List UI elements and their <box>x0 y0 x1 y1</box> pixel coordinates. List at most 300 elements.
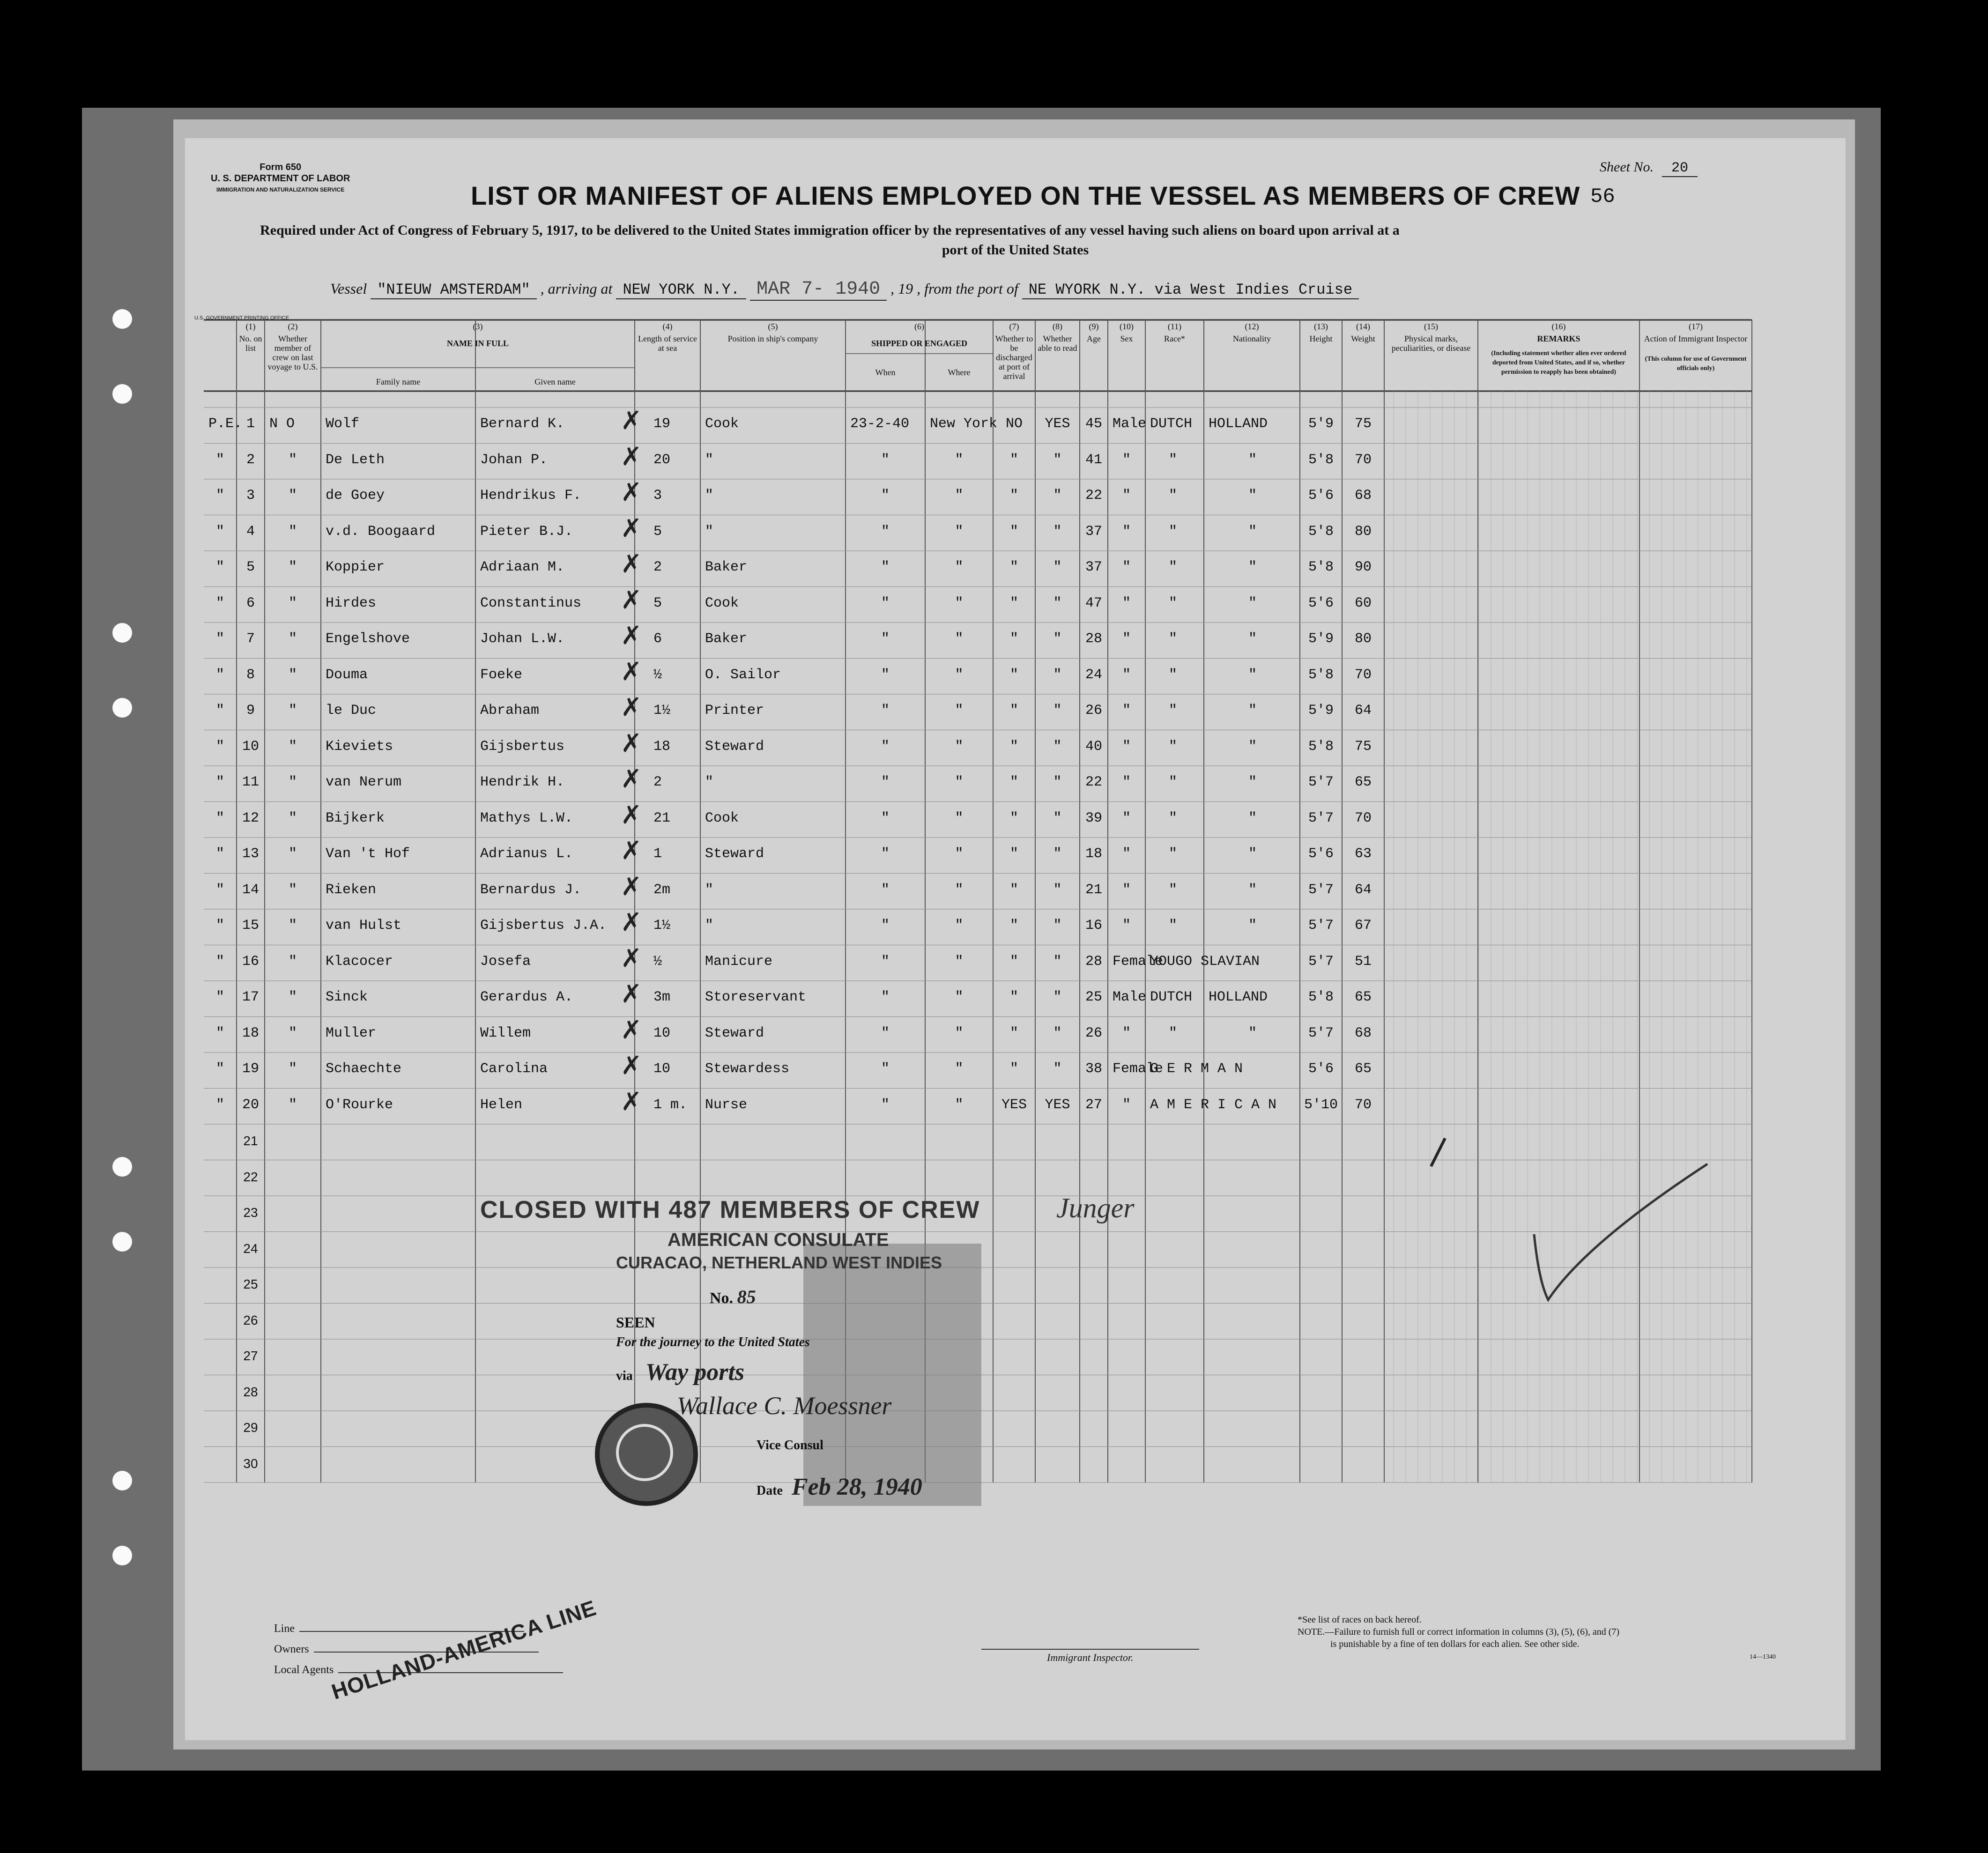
cell-family: De Leth <box>326 452 385 468</box>
cell-pre: " <box>216 631 225 647</box>
manifest-sheet <box>185 138 1846 1740</box>
cell-family: Wolf <box>326 416 360 432</box>
cell-prev: " <box>289 953 297 970</box>
cell-given: Adriaan M. <box>480 559 565 575</box>
act-statement-line2: port of the United States <box>942 242 1089 258</box>
cell-service: ½ <box>653 953 662 970</box>
cell-read: " <box>1053 488 1062 504</box>
check-mark-icon: ✗ <box>621 441 642 471</box>
form-code: 14—1340 <box>1750 1653 1776 1660</box>
cell-sex: Female <box>1113 953 1164 970</box>
column-number: (16) <box>1551 322 1566 331</box>
cell-no: 14 <box>242 882 260 898</box>
consulate-no-value: 85 <box>737 1286 756 1307</box>
cell-disch: " <box>1010 953 1019 970</box>
cell-position: Steward <box>705 1025 764 1041</box>
column-number: (15) <box>1424 322 1438 331</box>
owners-label: Owners <box>274 1643 309 1655</box>
cell-where: " <box>955 774 964 790</box>
cell-race: YOUGO SLAVIAN <box>1150 953 1260 970</box>
cell-read: " <box>1053 523 1062 540</box>
cell-disch: " <box>1010 810 1019 826</box>
cell-service: 5 <box>653 523 662 540</box>
cell-nat: " <box>1248 559 1257 575</box>
consulate-line2: CURACAO, NETHERLAND WEST INDIES <box>616 1253 942 1272</box>
cell-nat: " <box>1248 631 1257 647</box>
empty-row-number: 23 <box>243 1205 258 1220</box>
cell-read: " <box>1053 631 1062 647</box>
cell-no: 13 <box>242 846 260 862</box>
cell-age: 28 <box>1085 953 1103 970</box>
cell-disch: " <box>1010 488 1019 504</box>
cell-age: 25 <box>1085 989 1103 1005</box>
cell-nat: " <box>1248 882 1257 898</box>
cell-position: Nurse <box>705 1097 748 1113</box>
consulate-date-label: Date <box>757 1483 783 1498</box>
cell-service: 10 <box>653 1025 671 1041</box>
cell-given: Carolina <box>480 1061 548 1077</box>
cell-age: 37 <box>1085 559 1103 575</box>
cell-no: 15 <box>242 918 260 934</box>
vessel-name: "NIEUW AMSTERDAM" <box>371 281 536 299</box>
cell-when: " <box>881 1097 890 1113</box>
cell-weight: 70 <box>1355 452 1372 468</box>
check-mark-icon: ✗ <box>621 907 642 937</box>
cell-weight: 68 <box>1355 488 1372 504</box>
column-header: Weight <box>1351 334 1375 343</box>
cell-where: " <box>955 1097 964 1113</box>
cell-prev: " <box>289 452 297 468</box>
subheader-inspector-note: (This column for use of Government officials only) <box>1645 356 1747 372</box>
cell-given: Mathys L.W. <box>480 810 573 826</box>
cell-where: " <box>955 810 964 826</box>
cell-read: " <box>1053 1025 1062 1041</box>
cell-read: " <box>1053 918 1062 934</box>
cell-race: DUTCH <box>1150 989 1193 1005</box>
cell-no: 6 <box>246 595 255 611</box>
cell-service: 2 <box>653 559 662 575</box>
cell-no: 5 <box>246 559 255 575</box>
subheader-where: Where <box>948 368 971 377</box>
cell-family: Engelshove <box>326 631 410 647</box>
company-stamp: HOLLAND-AMERICA LINE <box>328 1595 600 1704</box>
cell-height: 5'7 <box>1308 810 1334 826</box>
cell-read: " <box>1053 882 1062 898</box>
cell-prev: " <box>289 559 297 575</box>
sheet-number-value: 20 <box>1662 160 1698 177</box>
cell-prev: " <box>289 918 297 934</box>
cell-weight: 60 <box>1355 595 1372 611</box>
cell-disch: " <box>1010 846 1019 862</box>
cell-position: " <box>705 918 714 934</box>
cell-disch: YES <box>1001 1097 1027 1113</box>
cell-when: " <box>881 989 890 1005</box>
cell-family: Klacocer <box>326 953 393 970</box>
consulate-no-label: No. <box>710 1290 734 1307</box>
cell-position: Steward <box>705 738 764 755</box>
cell-prev: " <box>289 774 297 790</box>
cell-read: " <box>1053 452 1062 468</box>
printing-office: U.S. GOVERNMENT PRINTING OFFICE <box>194 315 289 321</box>
cell-sex: " <box>1122 846 1131 862</box>
cell-when: " <box>881 523 890 540</box>
cell-height: 5'9 <box>1308 703 1334 719</box>
cell-disch: " <box>1010 559 1019 575</box>
cell-pre: " <box>216 559 225 575</box>
cell-height: 5'7 <box>1308 1025 1334 1041</box>
closing-statement: CLOSED WITH 487 MEMBERS OF CREW <box>480 1196 980 1223</box>
cell-height: 5'8 <box>1308 989 1334 1005</box>
cell-given: Hendrikus F. <box>480 488 582 504</box>
line-label: Line <box>274 1623 295 1635</box>
cell-position: Baker <box>705 559 748 575</box>
cell-age: 37 <box>1085 523 1103 540</box>
cell-given: Foeke <box>480 667 523 683</box>
cell-age: 16 <box>1085 918 1103 934</box>
service-name: IMMIGRATION AND NATURALIZATION SERVICE <box>216 186 345 193</box>
check-mark-icon: ✗ <box>621 1051 642 1080</box>
cell-race: " <box>1169 882 1178 898</box>
punch-hole <box>112 1471 132 1490</box>
cell-weight: 65 <box>1355 1061 1372 1077</box>
empty-row-number: 22 <box>243 1169 258 1184</box>
page-title: LIST OR MANIFEST OF ALIENS EMPLOYED ON THE VESSEL AS MEMBERS OF CREW <box>471 181 1580 210</box>
cell-service: 19 <box>653 416 671 432</box>
sheet-number <box>1600 159 1698 176</box>
check-mark-icon: ✗ <box>621 871 642 901</box>
cell-position: Stewardess <box>705 1061 790 1077</box>
arriving-port: NEW YORK N.Y. <box>616 281 746 299</box>
cell-race: " <box>1169 488 1178 504</box>
cell-sex: " <box>1122 703 1131 719</box>
cell-height: 5'8 <box>1308 523 1334 540</box>
cell-service: ½ <box>653 667 662 683</box>
cell-age: 27 <box>1085 1097 1103 1113</box>
cell-service: 10 <box>653 1061 671 1077</box>
column-header: Height <box>1309 334 1333 343</box>
cell-position: Storeservant <box>705 989 807 1005</box>
cell-read: YES <box>1045 1097 1070 1113</box>
cell-prev: " <box>289 1097 297 1113</box>
cell-prev: " <box>289 882 297 898</box>
cell-position: Cook <box>705 416 739 432</box>
stamped-page-number: 56 <box>1590 185 1615 208</box>
cell-disch: " <box>1010 774 1019 790</box>
immigrant-inspector-line: Immigrant Inspector. <box>981 1649 1199 1664</box>
cell-nat: HOLLAND <box>1209 989 1268 1005</box>
cell-when: " <box>881 667 890 683</box>
cell-prev: " <box>289 989 297 1005</box>
cell-nat: " <box>1248 488 1257 504</box>
column-number: (11) <box>1167 322 1182 331</box>
cell-sex: " <box>1122 810 1131 826</box>
column-header: Physical marks, peculiarities, or disease <box>1391 334 1471 353</box>
cell-no: 17 <box>242 989 260 1005</box>
cell-pre: " <box>216 667 225 683</box>
cell-weight: 63 <box>1355 846 1372 862</box>
cell-weight: 90 <box>1355 559 1372 575</box>
cell-pre: " <box>216 953 225 970</box>
cell-prev: " <box>289 595 297 611</box>
cell-prev: " <box>289 488 297 504</box>
cell-sex: " <box>1122 882 1131 898</box>
cell-weight: 70 <box>1355 667 1372 683</box>
check-mark-icon: ✗ <box>621 836 642 865</box>
cell-sex: Male <box>1113 989 1147 1005</box>
cell-pre: " <box>216 1097 225 1113</box>
arriving-label: , arriving at <box>540 280 613 297</box>
check-mark-icon: ✗ <box>621 513 642 543</box>
column-number: (6) <box>914 322 924 331</box>
check-mark-icon: ✗ <box>621 800 642 830</box>
cell-where: " <box>955 667 964 683</box>
cell-disch: " <box>1010 631 1019 647</box>
department-name: U. S. DEPARTMENT OF LABOR <box>211 173 350 184</box>
cell-service: 21 <box>653 810 671 826</box>
cell-given: Johan P. <box>480 452 548 468</box>
consulate-stamp <box>616 1230 991 1548</box>
cell-nat: " <box>1248 667 1257 683</box>
empty-row-number: 21 <box>243 1134 258 1148</box>
check-mark-icon: ✗ <box>621 1015 642 1045</box>
cell-age: 26 <box>1085 703 1103 719</box>
cell-position: " <box>705 488 714 504</box>
consulate-via <box>616 1358 744 1386</box>
cell-weight: 70 <box>1355 810 1372 826</box>
cell-age: 41 <box>1085 452 1103 468</box>
cell-position: " <box>705 523 714 540</box>
cell-prev: " <box>289 523 297 540</box>
cell-where: " <box>955 631 964 647</box>
cell-service: 1½ <box>653 703 671 719</box>
cell-prev: " <box>289 1061 297 1077</box>
cell-age: 22 <box>1085 488 1103 504</box>
consulate-journey: For the journey to the United States <box>616 1335 810 1349</box>
cell-weight: 51 <box>1355 953 1372 970</box>
cell-nat: " <box>1248 703 1257 719</box>
check-mark-icon: ✗ <box>621 549 642 578</box>
cell-where: " <box>955 1061 964 1077</box>
cell-where: " <box>955 846 964 862</box>
cell-height: 5'9 <box>1308 631 1334 647</box>
cell-prev: " <box>289 703 297 719</box>
cell-family: Bijkerk <box>326 810 385 826</box>
cell-where: " <box>955 703 964 719</box>
cell-height: 5'8 <box>1308 667 1334 683</box>
cell-height: 5'6 <box>1308 1061 1334 1077</box>
act-statement-line1: Required under Act of Congress of February 5, 1917, to be delivered to the United States immigration officer by the representatives of any vessel having such aliens on board upon arrival at a <box>260 222 1400 238</box>
cell-given: Helen <box>480 1097 523 1113</box>
cell-when: " <box>881 595 890 611</box>
check-mark-icon: ✗ <box>621 621 642 650</box>
cell-age: 22 <box>1085 774 1103 790</box>
cell-pre: " <box>216 810 225 826</box>
cell-given: Willem <box>480 1025 531 1041</box>
subheader-when: When <box>875 368 896 377</box>
cell-pre: " <box>216 1025 225 1041</box>
cell-family: O'Rourke <box>326 1097 393 1113</box>
cell-service: 20 <box>653 452 671 468</box>
cell-where: " <box>955 989 964 1005</box>
cell-height: 5'7 <box>1308 918 1334 934</box>
cell-age: 24 <box>1085 667 1103 683</box>
cell-age: 18 <box>1085 846 1103 862</box>
column-header: Nationality <box>1233 334 1271 343</box>
cell-given: Constantinus <box>480 595 582 611</box>
cell-disch: " <box>1010 667 1019 683</box>
cell-read: " <box>1053 559 1062 575</box>
consulate-seal <box>595 1403 698 1506</box>
cell-when: " <box>881 631 890 647</box>
cell-race: " <box>1169 559 1178 575</box>
cell-nat: " <box>1248 774 1257 790</box>
cell-when: " <box>881 846 890 862</box>
cell-age: 26 <box>1085 1025 1103 1041</box>
column-number: (13) <box>1314 322 1328 331</box>
cell-given: Pieter B.J. <box>480 523 573 540</box>
cell-prev: N O <box>269 416 295 432</box>
check-mark-icon: ✗ <box>621 477 642 507</box>
cell-family: Hirdes <box>326 595 377 611</box>
cell-nat: " <box>1248 1025 1257 1041</box>
cell-when: " <box>881 1061 890 1077</box>
consulate-no <box>710 1286 756 1308</box>
cell-pre: " <box>216 989 225 1005</box>
cell-no: 10 <box>242 738 260 755</box>
cell-position: Cook <box>705 810 739 826</box>
cell-when: 23-2-40 <box>850 416 910 432</box>
form-identifier <box>211 162 350 195</box>
column-header: Race* <box>1164 334 1185 343</box>
column-header: NAME IN FULL <box>446 339 509 348</box>
from-port-label: , from the port of <box>917 280 1018 297</box>
subheader-remarks-note: (Including statement whether alien ever ordered deported from United States, and if so, whether permission to reapply has been obtained) <box>1491 350 1626 376</box>
column-number: (10) <box>1120 322 1134 331</box>
penalty-note-1: NOTE.—Failure to furnish full or correct information in columns (3), (5), (6), and (7) <box>1298 1627 1620 1637</box>
cell-race: A M E R I C A N <box>1150 1097 1277 1113</box>
cell-height: 5'7 <box>1308 774 1334 790</box>
cell-disch: " <box>1010 918 1019 934</box>
cell-prev: " <box>289 810 297 826</box>
cell-read: " <box>1053 738 1062 755</box>
cell-height: 5'7 <box>1308 882 1334 898</box>
cell-position: O. Sailor <box>705 667 781 683</box>
cell-disch: " <box>1010 595 1019 611</box>
cell-race: " <box>1169 738 1178 755</box>
cell-service: 2 <box>653 774 662 790</box>
cell-service: 1 m. <box>653 1097 688 1113</box>
cell-age: 28 <box>1085 631 1103 647</box>
from-port: NE WYORK N.Y. via West Indies Cruise <box>1022 281 1359 299</box>
cell-when: " <box>881 918 890 934</box>
cell-prev: " <box>289 1025 297 1041</box>
cell-where: " <box>955 523 964 540</box>
cell-service: 1 <box>653 846 662 862</box>
empty-row-number: 29 <box>243 1420 258 1435</box>
cell-nat: " <box>1248 810 1257 826</box>
cell-when: " <box>881 882 890 898</box>
cell-where: " <box>955 918 964 934</box>
cell-sex: " <box>1122 667 1131 683</box>
punch-hole <box>112 384 132 404</box>
cell-given: Adrianus L. <box>480 846 573 862</box>
check-mark-icon: ✗ <box>621 728 642 758</box>
cell-when: " <box>881 953 890 970</box>
column-number: (5) <box>768 322 778 331</box>
column-number: (14) <box>1356 322 1370 331</box>
cell-given: Gijsbertus <box>480 738 565 755</box>
column-header: Action of Immigrant Inspector <box>1644 334 1748 343</box>
column-header: SHIPPED OR ENGAGED <box>871 339 968 348</box>
cell-pre: " <box>216 918 225 934</box>
cell-sex: " <box>1122 523 1131 540</box>
cell-race: " <box>1169 918 1178 934</box>
empty-row-number: 27 <box>243 1349 258 1363</box>
cell-sex: " <box>1122 595 1131 611</box>
cell-race: " <box>1169 452 1178 468</box>
cell-weight: 68 <box>1355 1025 1372 1041</box>
check-mark-icon: ✗ <box>621 656 642 686</box>
form-number: Form 650 <box>260 162 302 172</box>
cell-when: " <box>881 452 890 468</box>
cell-given: Johan L.W. <box>480 631 565 647</box>
cell-read: " <box>1053 989 1062 1005</box>
punch-hole <box>112 1232 132 1252</box>
cell-no: 16 <box>242 953 260 970</box>
cell-age: 40 <box>1085 738 1103 755</box>
arrival-date-stamp: MAR 7- 1940 <box>750 279 887 301</box>
cell-family: Douma <box>326 667 368 683</box>
consulate-via-value: Way ports <box>645 1359 745 1386</box>
cell-disch: " <box>1010 523 1019 540</box>
cell-no: 18 <box>242 1025 260 1041</box>
cell-given: Josefa <box>480 953 531 970</box>
cell-service: 18 <box>653 738 671 755</box>
column-number: (1) <box>245 322 256 331</box>
cell-family: Sinck <box>326 989 368 1005</box>
cell-service: 6 <box>653 631 662 647</box>
cell-disch: " <box>1010 452 1019 468</box>
cell-nat: HOLLAND <box>1209 416 1268 432</box>
cell-disch: NO <box>1006 416 1023 432</box>
race-note: *See list of races on back hereof. <box>1298 1615 1422 1625</box>
cell-age: 38 <box>1085 1061 1103 1077</box>
cell-sex: Female <box>1113 1061 1164 1077</box>
cell-family: Kieviets <box>326 738 393 755</box>
cell-when: " <box>881 738 890 755</box>
cell-weight: 75 <box>1355 416 1372 432</box>
closing-signature: Junger <box>1056 1193 1135 1223</box>
cell-no: 12 <box>242 810 260 826</box>
column-header: Position in ship's company <box>727 334 818 343</box>
punch-hole <box>112 623 132 643</box>
cell-sex: " <box>1122 918 1131 934</box>
consulate-date <box>757 1473 922 1501</box>
cell-where: " <box>955 452 964 468</box>
cell-prev: " <box>289 738 297 755</box>
cell-given: Gijsbertus J.A. <box>480 918 607 934</box>
column-header: No. on list <box>239 334 262 353</box>
cell-read: " <box>1053 774 1062 790</box>
empty-row-number: 26 <box>243 1312 258 1327</box>
cell-family: van Hulst <box>326 918 402 934</box>
cell-no: 9 <box>246 703 255 719</box>
cell-height: 5'6 <box>1308 488 1334 504</box>
column-number: (12) <box>1245 322 1259 331</box>
cell-service: 1½ <box>653 918 671 934</box>
cell-no: 3 <box>246 488 255 504</box>
cell-pre: " <box>216 595 225 611</box>
